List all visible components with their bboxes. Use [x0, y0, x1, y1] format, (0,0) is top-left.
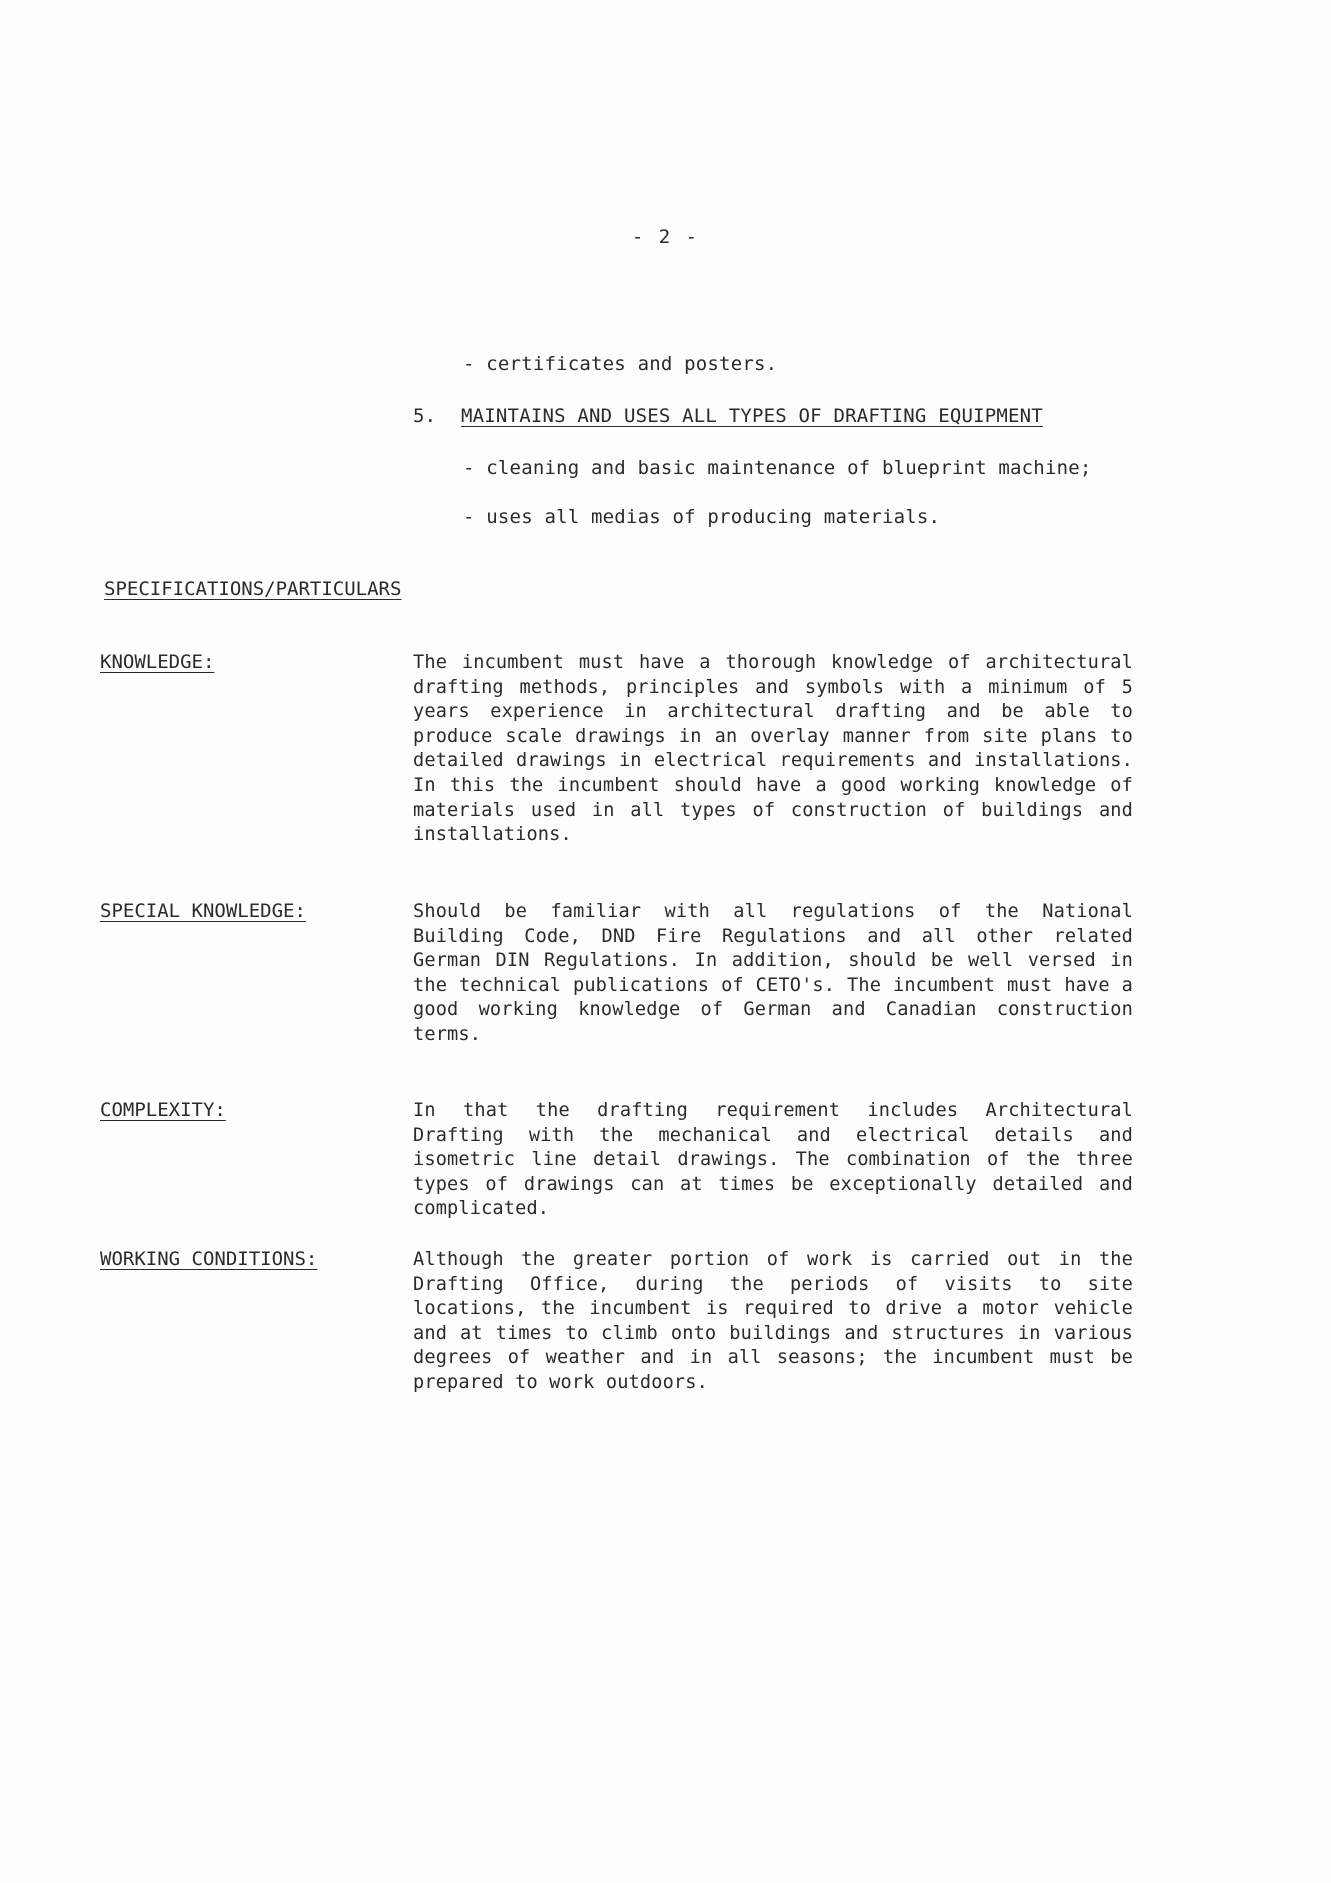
complexity-text: In that the drafting requirement includes Architectural Drafting with the mechanical and electrical details and isometric line detail drawings. The combination of the three types of drawings can at times be exceptionally detailed and complicated. — [413, 1100, 1133, 1220]
special-knowledge-text: Should be familiar with all regulations of the National Building Code, DND Fire Regulations and all other related German DIN Regulations. In addition, should be well versed in the technical publications of CETO's. The incumbent must have a good working knowledge of German and Canadian construction terms. — [413, 901, 1133, 1045]
special-knowledge-label: SPECIAL KNOWLEDGE: — [100, 900, 306, 922]
knowledge-label: KNOWLEDGE: — [100, 651, 215, 673]
item-5-number: 5. — [413, 405, 437, 427]
item-5-bullet: - cleaning and basic maintenance of blueprint machine; — [463, 457, 1092, 479]
knowledge-text: The incumbent must have a thorough knowledge of architectural drafting methods, principles and symbols with a minimum of 5 years experience in architectural drafting and be able to produce scale drawings in an overlay manner from site plans to detailed drawings in electrical requirements and installations. In this the incumbent should have a good working knowledge of materials used in all types of construction of buildings and installations. — [413, 652, 1133, 846]
continued-list-item: - certificates and posters. — [463, 353, 778, 375]
working-conditions-text: Although the greater portion of work is carried out in the Drafting Office, during the periods of visits to site locations, the incumbent is required to drive a motor vehicle and at times to climb onto buildings and structures in various degrees of weather and in all seasons; the incumbent must be prepared to work outdoors. — [413, 1249, 1133, 1393]
item-5-heading: MAINTAINS AND USES ALL TYPES OF DRAFTING EQUIPMENT — [461, 405, 1043, 427]
specifications-heading: SPECIFICATIONS/PARTICULARS — [104, 578, 402, 600]
working-conditions-label: WORKING CONDITIONS: — [100, 1248, 318, 1270]
page-number: - 2 - — [631, 226, 700, 248]
complexity-label: COMPLEXITY: — [100, 1099, 226, 1121]
item-5-bullet: - uses all medias of producing materials. — [463, 506, 941, 528]
